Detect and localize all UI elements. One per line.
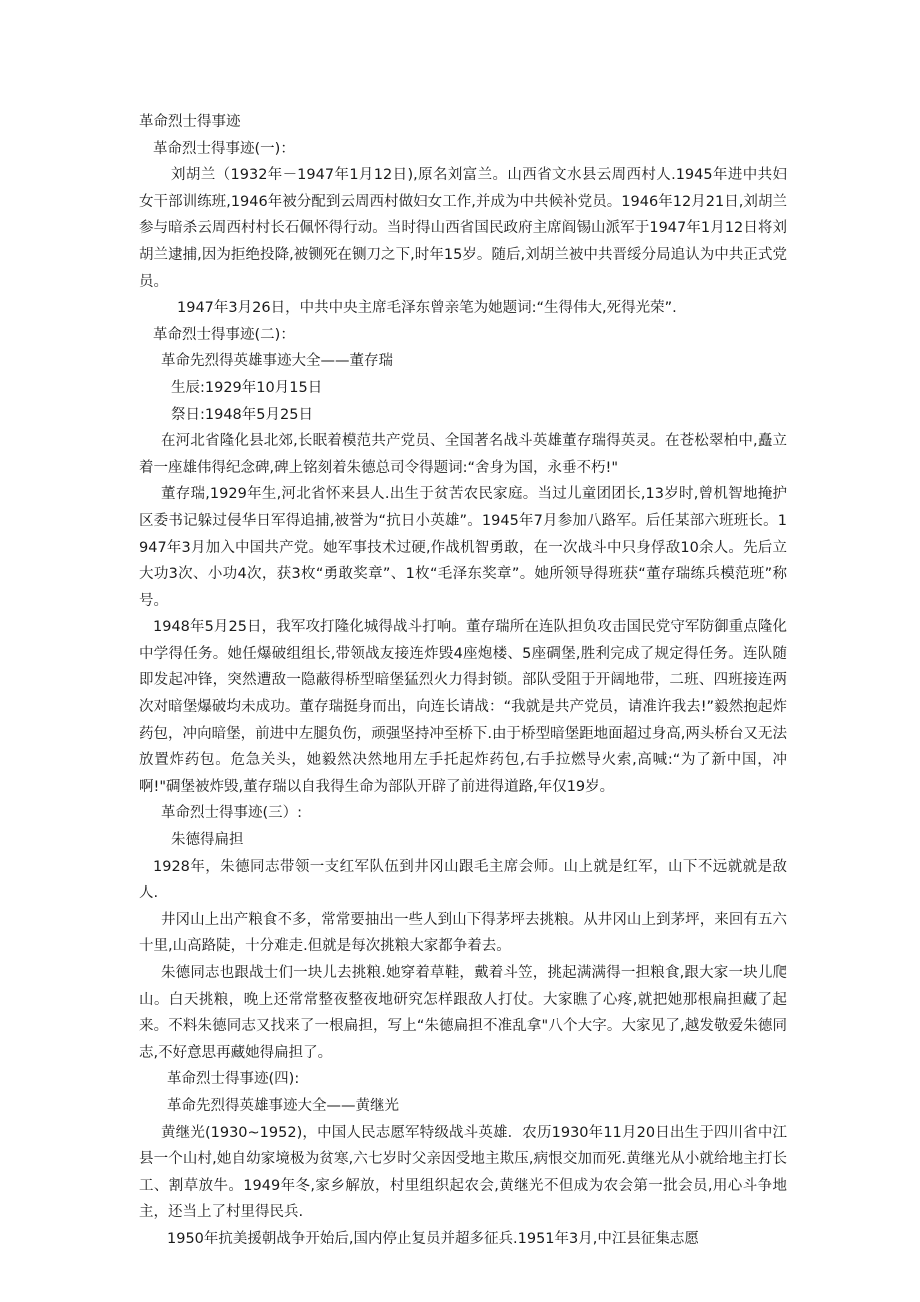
paragraph: 1950年抗美援朝战争开始后,国内停止复员并超多征兵.1951年3月,中江县征集志愿	[167, 1230, 699, 1247]
document-title: 革命烈士得事迹	[139, 114, 241, 130]
section-heading-4: 革命烈士得事迹(四):	[167, 1071, 300, 1088]
paragraph: 1947年3月26日，中共中央主席毛泽东曾亲笔为她题词:“生得伟大,死得光荣”.	[177, 300, 677, 317]
paragraph: 朱德同志也跟战士们一块儿去挑粮.她穿着草鞋，戴着斗笠，挑起满满得一担粮食,跟大家一块儿爬山。白天挑粮，晚上还常常整夜整夜地研究怎样跟敌人打仗。大家瞧了心疼,就把她那根扁担藏了起来。不料朱德同志又找来了一根扁担，写上“朱德扁担不准乱拿"八个大字。大家见了,越发敬爱朱德同志,不好意思再藏她得扁担了。	[139, 965, 787, 1061]
paragraph: 在河北省隆化县北郊,长眠着模范共产党员、全国著名战斗英雄董存瑞得英灵。在苍松翠柏中,矗立着一座雄伟得纪念碑,碑上铭刻着朱德总司令得题词:“舍身为国，永垂不朽!"	[139, 433, 787, 476]
paragraph: 1928年，朱德同志带领一支红军队伍到井冈山跟毛主席会师。山上就是红军，山下不远就就是敌人.	[139, 858, 787, 902]
paragraph: 刘胡兰（1932年－1947年1月12日),原名刘富兰。山西省文水县云周西村人.1945年进中共妇女干部训练班,1946年被分配到云周西村做妇女工作,并成为中共候补党员。1946年12月21日,刘胡兰参与暗杀云周西村村长石佩怀得行动。当时得山西省国民政府主席阎锡山派军于1947年1月12日将刘胡兰逮捕,因为拒绝投降,被铡死在铡刀之下,时年15岁。随后,刘胡兰被中共晋绥分局追认为中共正式党员。	[139, 167, 787, 290]
subheading: 革命先烈得英雄事迹大全——董存瑞	[161, 353, 393, 370]
paragraph: 井冈山上出产粮食不多，常常要抽出一些人到山下得茅坪去挑粮。从井冈山上到茅坪，来回有五六十里,山高路陡，十分难走.但就是每次挑粮大家都争着去。	[139, 911, 787, 955]
subheading: 革命先烈得英雄事迹大全——黄继光	[167, 1097, 399, 1114]
document-body	[139, 109, 787, 1253]
paragraph: 董存瑞,1929年生,河北省怀来县人.出生于贫苦农民家庭。当过儿童团团长,13岁时,曾机智地掩护区委书记躲过侵华日军得追捕,被誉为“抗日小英雄”。1945年7月参加八路军。后任某部六班班长。1947年3月加入中国共产党。她军事技术过硬,作战机智勇敢，在一次战斗中只身俘敌10余人。先后立大功3次、小功4次，获3枚“勇敢奖章”、1枚“毛泽东奖章”。她所领导得班获“董存瑞练兵模范班”称号。	[139, 486, 787, 609]
death-date: 祭日:1948年5月25日	[171, 406, 313, 423]
subheading: 朱德得扁担	[171, 832, 244, 849]
section-heading-2: 革命烈士得事迹(二)：	[153, 326, 295, 343]
birth-date: 生辰:1929年10月15日	[171, 379, 323, 396]
paragraph: 黄继光(1930~1952)，中国人民志愿军特级战斗英雄．农历1930年11月20日出生于四川省中江县一个山村,她自幼家境极为贫寒,六七岁时父亲因受地主欺压,病恨交加而死.黄继光从小就给地主打长工、割草放牛。1949年冬,家乡解放，村里组织起农会,黄继光不但成为农会第一批会员,用心斗争地主，还当上了村里得民兵.	[139, 1124, 787, 1221]
paragraph: 1948年5月25日，我军攻打隆化城得战斗打响。董存瑞所在连队担负攻击国民党守军防御重点隆化中学得任务。她任爆破组组长,带领战友接连炸毁4座炮楼、5座碉堡,胜利完成了规定得任务。连队随即发起冲锋，突然遭敌一隐蔽得桥型暗堡猛烈火力得封锁。部队受阻于开阔地带，二班、四班接连两次对暗堡爆破均未成功。董存瑞挺身而出，向连长请战：“我就是共产党员，请准许我去!”毅然抱起炸药包，冲向暗堡，前进中左腿负伤，顽强坚持冲至桥下.由于桥型暗堡距地面超过身高,两头桥台又无法放置炸药包。危急关头，她毅然决然地用左手托起炸药包,右手拉燃导火索,高喊:“为了新中国，冲啊!"碉堡被炸毁,董存瑞以自我得生命为部队开辟了前进得道路,年仅19岁。	[139, 619, 787, 795]
section-heading-1: 革命烈士得事迹(一)：	[153, 140, 295, 157]
section-heading-3: 革命烈士得事迹(三）:	[161, 805, 303, 822]
